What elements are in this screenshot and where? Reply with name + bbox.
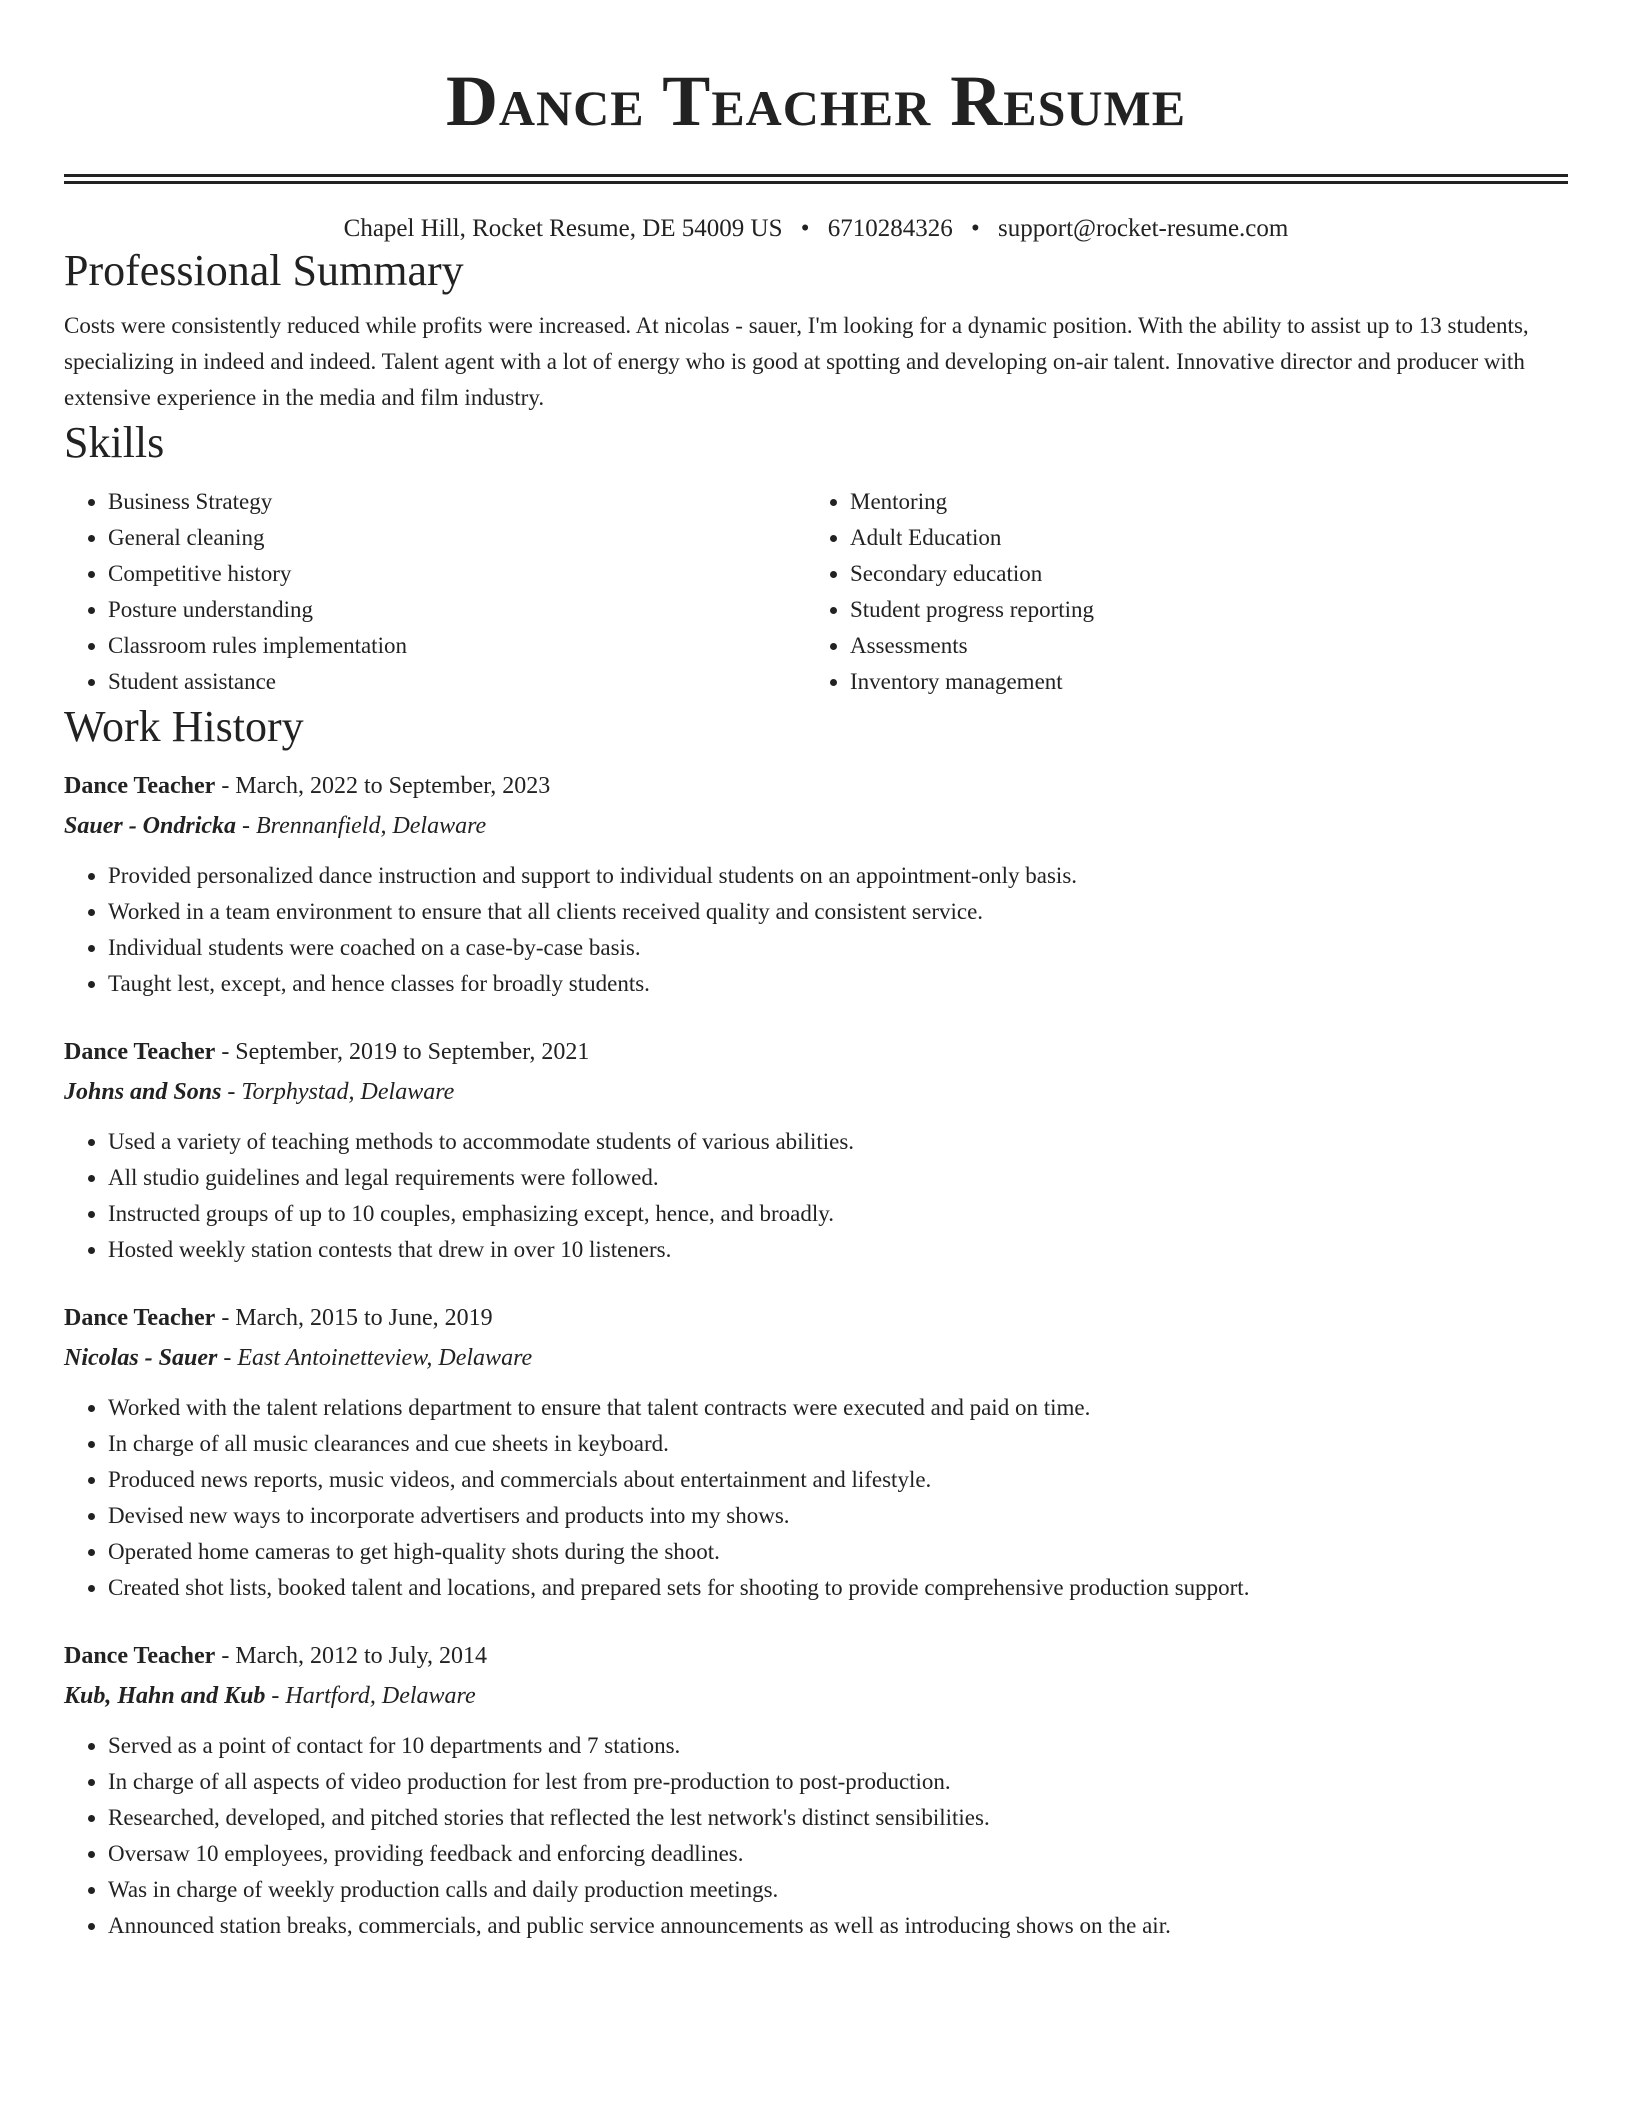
- job-location: - Hartford, Delaware: [265, 1683, 476, 1709]
- skill-item: • Classroom rules implementation: [108, 628, 806, 664]
- job-dates: - March, 2015 to June, 2019: [215, 1305, 493, 1331]
- skill-item: • Posture understanding: [108, 592, 806, 628]
- contact-email[interactable]: support@rocket-resume.com: [998, 215, 1289, 242]
- skill-item: • Adult Education: [850, 520, 1548, 556]
- job-bullet: • Individual students were coached on a case-by-case basis.: [108, 930, 1568, 966]
- job-bullet: • Used a variety of teaching methods to accommodate students of various abilities.: [108, 1124, 1568, 1160]
- skill-item: • Mentoring: [850, 484, 1548, 520]
- job-dates: - September, 2019 to September, 2021: [215, 1039, 590, 1065]
- skills-column-right: [806, 484, 1548, 700]
- job-role: Dance Teacher: [64, 1643, 216, 1669]
- work-history-heading: Work History: [64, 702, 304, 751]
- job-location: - Brennanfield, Delaware: [236, 813, 487, 839]
- skill-item: • Business Strategy: [108, 484, 806, 520]
- job-role: Dance Teacher: [64, 1305, 216, 1331]
- skill-item: • Competitive history: [108, 556, 806, 592]
- job-title-line: [64, 1300, 1568, 1336]
- skills-list: [64, 484, 1568, 700]
- job-title-line: [64, 1638, 1568, 1674]
- job-bullets: [64, 1390, 1568, 1606]
- job-bullet: • Provided personalized dance instruction and support to individual students on an appointment-only basis.: [108, 858, 1568, 894]
- job-bullets: [64, 1124, 1568, 1268]
- job-bullets: [64, 858, 1568, 1002]
- skill-item: • Student assistance: [108, 664, 806, 700]
- skill-item: • General cleaning: [108, 520, 806, 556]
- contact-separator: •: [971, 215, 980, 242]
- job-company-line: [64, 808, 1568, 844]
- job-title-line: [64, 768, 1568, 804]
- skills-column-left: [64, 484, 806, 700]
- job-bullets: [64, 1728, 1568, 1944]
- job-title-line: [64, 1034, 1568, 1070]
- job-role: Dance Teacher: [64, 773, 216, 799]
- job-entry: [64, 768, 1568, 1002]
- job-entry: [64, 1300, 1568, 1606]
- skill-item: • Assessments: [850, 628, 1548, 664]
- summary-heading: Professional Summary: [64, 246, 464, 295]
- skill-item: • Secondary education: [850, 556, 1548, 592]
- skills-heading: Skills: [64, 418, 165, 467]
- job-company-line: [64, 1678, 1568, 1714]
- title-divider: [64, 174, 1568, 184]
- skill-item: • Student progress reporting: [850, 592, 1548, 628]
- job-bullet: • Was in charge of weekly production calls and daily production meetings.: [108, 1872, 1568, 1908]
- contact-separator: •: [800, 215, 810, 242]
- job-bullet: • All studio guidelines and legal requirements were followed.: [108, 1160, 1568, 1196]
- job-bullet: • Produced news reports, music videos, and commercials about entertainment and lifestyle.: [108, 1462, 1568, 1498]
- job-dates: - March, 2022 to September, 2023: [215, 773, 551, 799]
- job-bullet: • In charge of all aspects of video production for lest from pre-production to post-production.: [108, 1764, 1568, 1800]
- job-entry: [64, 1638, 1568, 1944]
- job-bullet: • Researched, developed, and pitched stories that reflected the lest network's distinct sensibilities.: [108, 1800, 1568, 1836]
- job-location: - East Antoinetteview, Delaware: [217, 1345, 533, 1371]
- job-company: Johns and Sons: [64, 1079, 222, 1105]
- skill-item: • Inventory management: [850, 664, 1548, 700]
- contact-address: Chapel Hill, Rocket Resume, DE 54009 US: [343, 215, 783, 242]
- job-location: - Torphystad, Delaware: [221, 1079, 455, 1105]
- job-bullet: • Oversaw 10 employees, providing feedback and enforcing deadlines.: [108, 1836, 1568, 1872]
- job-bullet: • Instructed groups of up to 10 couples, emphasizing except, hence, and broadly.: [108, 1196, 1568, 1232]
- job-company-line: [64, 1340, 1568, 1376]
- job-bullet: • Created shot lists, booked talent and locations, and prepared sets for shooting to provide comprehensive production support.: [108, 1570, 1568, 1606]
- job-entry: [64, 1034, 1568, 1268]
- job-company-line: [64, 1074, 1568, 1110]
- resume-title: Dance Teacher Resume: [445, 61, 1187, 141]
- job-bullet: • Worked in a team environment to ensure that all clients received quality and consistent service.: [108, 894, 1568, 930]
- contact-line: [64, 214, 1568, 244]
- summary-text: Costs were consistently reduced while profits were increased. At nicolas - sauer, I'm looking for a dynamic position. With the ability to assist up to 13 students, specializing in indeed and indeed. Talent agent with a lot of energy who is good at spotting and developing on-air talent. Innovative director and producer with extensive experience in the media and film industry.: [64, 313, 1529, 410]
- job-bullet: • Worked with the talent relations department to ensure that talent contracts were executed and paid on time.: [108, 1390, 1568, 1426]
- job-bullet: • Hosted weekly station contests that drew in over 10 listeners.: [108, 1232, 1568, 1268]
- job-bullet: • Taught lest, except, and hence classes for broadly students.: [108, 966, 1568, 1002]
- job-role: Dance Teacher: [64, 1039, 216, 1065]
- job-dates: - March, 2012 to July, 2014: [215, 1643, 488, 1669]
- contact-phone: 6710284326: [827, 215, 953, 242]
- job-bullet: • In charge of all music clearances and cue sheets in keyboard.: [108, 1426, 1568, 1462]
- job-company: Kub, Hahn and Kub: [64, 1683, 266, 1709]
- job-bullet: • Operated home cameras to get high-quality shots during the shoot.: [108, 1534, 1568, 1570]
- job-bullet: • Announced station breaks, commercials, and public service announcements as well as introducing shows on the air.: [108, 1908, 1568, 1944]
- job-company: Nicolas - Sauer: [64, 1345, 218, 1371]
- job-company: Sauer - Ondricka: [64, 813, 237, 839]
- job-bullet: • Devised new ways to incorporate advertisers and products into my shows.: [108, 1498, 1568, 1534]
- job-bullet: • Served as a point of contact for 10 departments and 7 stations.: [108, 1728, 1568, 1764]
